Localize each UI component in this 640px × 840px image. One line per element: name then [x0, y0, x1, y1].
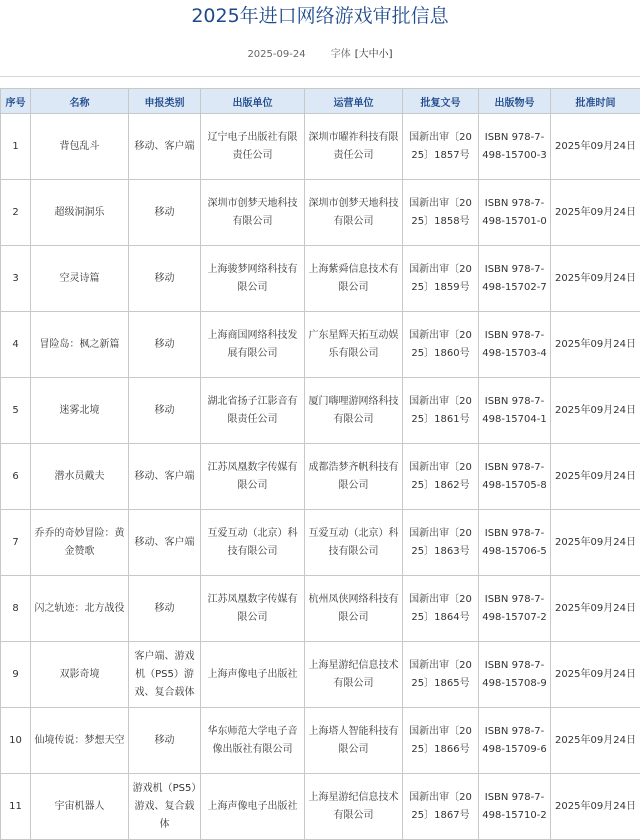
cell-category: 移动: [129, 312, 201, 378]
page-title: 2025年进口网络游戏审批信息: [0, 2, 640, 30]
cell-name: 超级洞洞乐: [31, 180, 129, 246]
cell-category: 移动: [129, 246, 201, 312]
cell-category: 移动、客户端: [129, 510, 201, 576]
cell-operator: 深圳市曜祚科技有限责任公司: [305, 114, 403, 180]
cell-category: 移动: [129, 378, 201, 444]
cell-no: 6: [1, 444, 31, 510]
cell-no: 9: [1, 642, 31, 708]
cell-category: 游戏机（PS5）游戏、复合载体: [129, 774, 201, 840]
cell-no: 7: [1, 510, 31, 576]
table-header-row: [1, 89, 640, 114]
table-row: [1, 642, 640, 708]
cell-category: 移动: [129, 180, 201, 246]
cell-isbn: ISBN 978-7-498-15704-1: [479, 378, 551, 444]
cell-category: 移动: [129, 708, 201, 774]
table-row: [1, 180, 640, 246]
cell-operator: 杭州凤侠网络科技有限公司: [305, 576, 403, 642]
column-header-publisher: 出版单位: [201, 89, 305, 114]
approval-table: [0, 88, 640, 840]
column-header-isbn: 出版物号: [479, 89, 551, 114]
table-row: [1, 444, 640, 510]
cell-no: 11: [1, 774, 31, 840]
cell-approval-no: 国新出审〔2025〕1861号: [403, 378, 479, 444]
column-header-category: 申报类别: [129, 89, 201, 114]
cell-operator: 上海塔人智能科技有限公司: [305, 708, 403, 774]
cell-approval-date: 2025年09月24日: [551, 708, 640, 774]
column-header-operator: 运营单位: [305, 89, 403, 114]
cell-name: 闪之轨迹：北方战役: [31, 576, 129, 642]
font-size-medium-button[interactable]: 中: [369, 49, 379, 60]
column-header-approval-no: 批复文号: [403, 89, 479, 114]
cell-isbn: ISBN 978-7-498-15701-0: [479, 180, 551, 246]
cell-isbn: ISBN 978-7-498-15709-6: [479, 708, 551, 774]
cell-no: 1: [1, 114, 31, 180]
table-row: [1, 576, 640, 642]
cell-operator: 上海星游纪信息技术有限公司: [305, 642, 403, 708]
cell-name: 双影奇境: [31, 642, 129, 708]
cell-approval-no: 国新出审〔2025〕1860号: [403, 312, 479, 378]
cell-publisher: 湖北省扬子江影音有限责任公司: [201, 378, 305, 444]
cell-name: 空灵诗篇: [31, 246, 129, 312]
cell-approval-date: 2025年09月24日: [551, 114, 640, 180]
cell-name: 冒险岛：枫之新篇: [31, 312, 129, 378]
cell-name: 潜水员戴夫: [31, 444, 129, 510]
cell-isbn: ISBN 978-7-498-15703-4: [479, 312, 551, 378]
cell-approval-date: 2025年09月24日: [551, 774, 640, 840]
font-size-switcher: [331, 49, 393, 60]
cell-isbn: ISBN 978-7-498-15707-2: [479, 576, 551, 642]
cell-approval-no: 国新出审〔2025〕1858号: [403, 180, 479, 246]
cell-approval-date: 2025年09月24日: [551, 378, 640, 444]
cell-approval-date: 2025年09月24日: [551, 576, 640, 642]
cell-no: 3: [1, 246, 31, 312]
cell-publisher: 深圳市创梦天地科技有限公司: [201, 180, 305, 246]
table-row: [1, 774, 640, 840]
column-header-name: 名称: [31, 89, 129, 114]
cell-publisher: 辽宁电子出版社有限责任公司: [201, 114, 305, 180]
cell-operator: 上海星游纪信息技术有限公司: [305, 774, 403, 840]
font-size-small-button[interactable]: 小: [379, 49, 389, 60]
cell-approval-date: 2025年09月24日: [551, 312, 640, 378]
cell-publisher: 互爱互动（北京）科技有限公司: [201, 510, 305, 576]
cell-no: 10: [1, 708, 31, 774]
cell-approval-no: 国新出审〔2025〕1857号: [403, 114, 479, 180]
column-header-approval-date: 批准时间: [551, 89, 640, 114]
cell-approval-date: 2025年09月24日: [551, 246, 640, 312]
cell-name: 仙境传说：梦想天空: [31, 708, 129, 774]
article-meta: [0, 45, 640, 65]
cell-name: 宇宙机器人: [31, 774, 129, 840]
cell-category: 客户端、游戏机（PS5）游戏、复合载体: [129, 642, 201, 708]
cell-operator: 互爱互动（北京）科技有限公司: [305, 510, 403, 576]
cell-approval-no: 国新出审〔2025〕1864号: [403, 576, 479, 642]
cell-approval-no: 国新出审〔2025〕1859号: [403, 246, 479, 312]
cell-isbn: ISBN 978-7-498-15706-5: [479, 510, 551, 576]
table-body: [1, 114, 640, 840]
cell-operator: 上海紫舜信息技术有限公司: [305, 246, 403, 312]
column-header-no: 序号: [1, 89, 31, 114]
font-size-label: 字体: [331, 49, 351, 60]
cell-isbn: ISBN 978-7-498-15702-7: [479, 246, 551, 312]
cell-approval-date: 2025年09月24日: [551, 444, 640, 510]
cell-category: 移动、客户端: [129, 444, 201, 510]
table-row: [1, 312, 640, 378]
cell-approval-no: 国新出审〔2025〕1865号: [403, 642, 479, 708]
table-row: [1, 246, 640, 312]
cell-name: 迷雾北境: [31, 378, 129, 444]
table-row: [1, 708, 640, 774]
cell-publisher: 上海商国网络科技发展有限公司: [201, 312, 305, 378]
cell-isbn: ISBN 978-7-498-15708-9: [479, 642, 551, 708]
cell-category: 移动: [129, 576, 201, 642]
cell-category: 移动、客户端: [129, 114, 201, 180]
cell-name: 乔乔的奇妙冒险：黄金赞歌: [31, 510, 129, 576]
table-row: [1, 378, 640, 444]
cell-publisher: 上海声像电子出版社: [201, 642, 305, 708]
cell-approval-no: 国新出审〔2025〕1866号: [403, 708, 479, 774]
cell-publisher: 上海声像电子出版社: [201, 774, 305, 840]
font-bracket-close: ]: [389, 49, 393, 60]
cell-operator: 厦门嗨哩游网络科技有限公司: [305, 378, 403, 444]
cell-operator: 成都浩梦齐帆科技有限公司: [305, 444, 403, 510]
cell-no: 4: [1, 312, 31, 378]
cell-approval-no: 国新出审〔2025〕1867号: [403, 774, 479, 840]
cell-no: 8: [1, 576, 31, 642]
header-divider: [0, 76, 640, 77]
cell-operator: 广东星辉天拓互动娱乐有限公司: [305, 312, 403, 378]
publish-date: 2025-09-24: [247, 49, 305, 60]
cell-isbn: ISBN 978-7-498-15700-3: [479, 114, 551, 180]
cell-publisher: 上海骏梦网络科技有限公司: [201, 246, 305, 312]
font-bracket-open: [: [355, 49, 359, 60]
cell-isbn: ISBN 978-7-498-15710-2: [479, 774, 551, 840]
cell-approval-date: 2025年09月24日: [551, 180, 640, 246]
font-size-large-button[interactable]: 大: [359, 49, 369, 60]
cell-publisher: 江苏凤凰数字传媒有限公司: [201, 576, 305, 642]
cell-name: 背包乱斗: [31, 114, 129, 180]
cell-publisher: 华东师范大学电子音像出版社有限公司: [201, 708, 305, 774]
cell-approval-no: 国新出审〔2025〕1862号: [403, 444, 479, 510]
cell-operator: 深圳市创梦天地科技有限公司: [305, 180, 403, 246]
cell-no: 2: [1, 180, 31, 246]
cell-publisher: 江苏凤凰数字传媒有限公司: [201, 444, 305, 510]
cell-approval-date: 2025年09月24日: [551, 510, 640, 576]
table-row: [1, 510, 640, 576]
cell-isbn: ISBN 978-7-498-15705-8: [479, 444, 551, 510]
cell-approval-no: 国新出审〔2025〕1863号: [403, 510, 479, 576]
table-row: [1, 114, 640, 180]
cell-approval-date: 2025年09月24日: [551, 642, 640, 708]
cell-no: 5: [1, 378, 31, 444]
